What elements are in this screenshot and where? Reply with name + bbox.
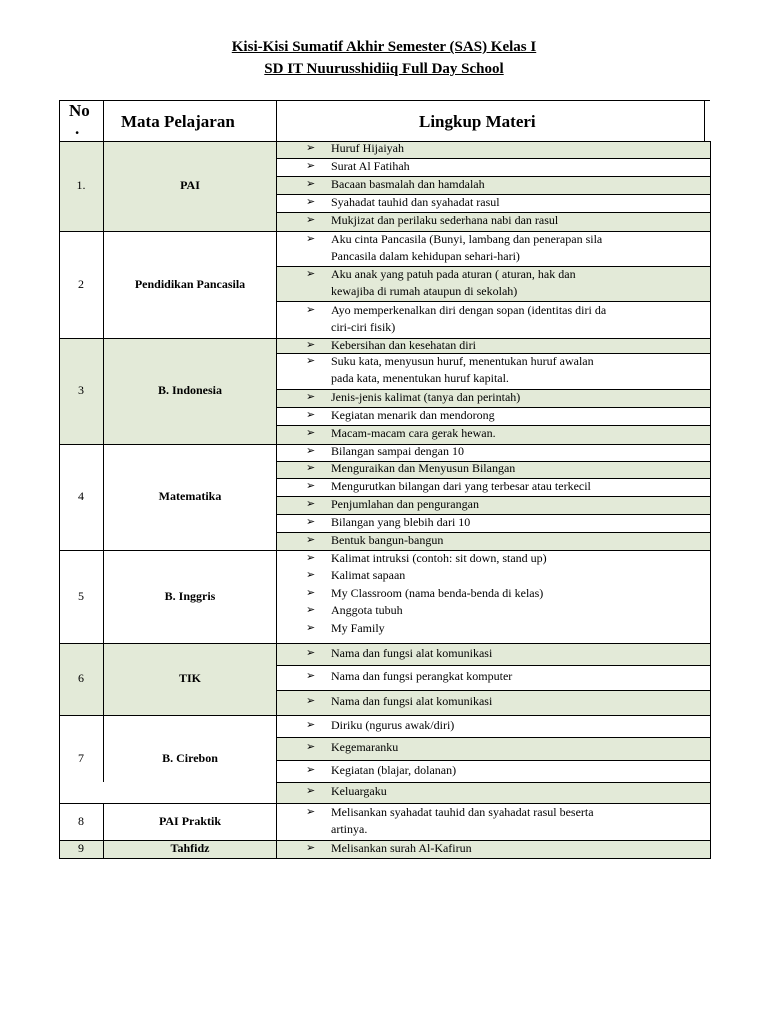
item-text: Menguraikan dan Menyusun Bilangan [331, 461, 516, 475]
scope-item [306, 717, 455, 734]
item-text: Jenis-jenis kalimat (tanya dan perintah) [331, 389, 521, 404]
materials-table [59, 100, 710, 858]
arrow-bullet-icon: ➢ [306, 303, 316, 316]
row-number: 5 [78, 588, 84, 603]
arrow-bullet-icon: ➢ [306, 408, 316, 421]
scope-item [306, 353, 594, 387]
item-text: Kebersihan dan kesehatan diri [331, 338, 476, 352]
row-separator [59, 858, 710, 859]
item-text: Diriku (ngurus awak/diri) [331, 717, 455, 732]
arrow-bullet-icon: ➢ [306, 805, 316, 818]
header-divider [276, 100, 277, 141]
arrow-bullet-icon: ➢ [306, 670, 316, 682]
scope-item [306, 620, 385, 637]
item-text: Penjumlahan dan pengurangan [331, 496, 479, 511]
subject-name: PAI Praktik [158, 813, 222, 828]
scope-item [306, 460, 516, 477]
item-text-continued: kewajiba di rumah ataupun di sekolah) [331, 283, 518, 298]
scope-item [306, 266, 576, 300]
item-separator [276, 690, 710, 691]
scope-item [306, 693, 493, 710]
arrow-bullet-icon: ➢ [306, 177, 316, 190]
arrow-bullet-icon: ➢ [306, 841, 316, 854]
header-no-line2: . [75, 119, 80, 138]
item-text: Mengurutkan bilangan dari yang terbesar atau terkecil [331, 478, 591, 493]
scope-item [306, 550, 547, 567]
scope-item [306, 585, 544, 602]
scope-item [306, 425, 496, 442]
item-text: Melisankan syahadat tauhid dan syahadat rasul beserta [331, 804, 594, 819]
arrow-bullet-icon: ➢ [306, 695, 316, 707]
scope-item [306, 840, 472, 857]
item-text: My Family [331, 620, 385, 635]
scope-item [306, 783, 387, 800]
item-text: Macam-macam cara gerak hewan. [331, 426, 496, 440]
item-separator [276, 737, 710, 738]
table-border-right [710, 141, 711, 859]
item-text: Huruf Hijaiyah [331, 141, 404, 155]
arrow-bullet-icon: ➢ [306, 646, 316, 659]
subject-name: TIK [178, 671, 201, 685]
item-text: My Classroom (nama benda-benda di kelas) [331, 585, 544, 600]
scope-item [306, 645, 493, 662]
item-text: Nama dan fungsi alat komunikasi [331, 694, 493, 708]
arrow-bullet-icon: ➢ [306, 718, 316, 731]
arrow-bullet-icon: ➢ [306, 159, 316, 172]
table-border-left [59, 100, 60, 858]
arrow-bullet-icon: ➢ [306, 479, 316, 492]
scope-item [306, 443, 464, 460]
item-text: Surat Al Fatihah [331, 158, 410, 173]
header-scope: Lingkup Materi [419, 112, 536, 131]
row-number: 8 [78, 813, 84, 828]
arrow-bullet-icon: ➢ [306, 533, 316, 546]
header-divider [103, 100, 104, 141]
item-text: Kegemaranku [331, 740, 399, 754]
item-text: Kalimat sapaan [331, 568, 406, 582]
no-column-divider [103, 715, 104, 782]
item-text: Kegiatan (blajar, dolanan) [331, 762, 457, 777]
subject-name: B. Cirebon [162, 751, 218, 765]
scope-item [306, 567, 406, 584]
arrow-bullet-icon: ➢ [306, 551, 316, 564]
arrow-bullet-icon: ➢ [306, 586, 316, 599]
row-number: 9 [78, 841, 84, 855]
scope-item [306, 176, 485, 193]
scope-item [306, 140, 404, 157]
arrow-bullet-icon: ➢ [306, 741, 316, 753]
arrow-bullet-icon: ➢ [306, 763, 316, 776]
item-text: Anggota tubuh [331, 603, 403, 617]
header-no [69, 102, 90, 138]
school-name: SD IT Nuurusshidiiq Full Day School [264, 61, 504, 77]
scope-item [306, 212, 559, 229]
item-text: Bilangan sampai dengan 10 [331, 444, 464, 458]
header-subject: Mata Pelajaran [121, 112, 235, 131]
subject-name: B. Indonesia [157, 383, 223, 397]
subject-name: Tahfidz [170, 841, 210, 855]
scope-item [306, 158, 410, 175]
arrow-bullet-icon: ➢ [306, 390, 316, 403]
header-right-edge [704, 100, 705, 141]
arrow-bullet-icon: ➢ [306, 214, 316, 226]
arrow-bullet-icon: ➢ [306, 515, 316, 528]
item-separator [276, 665, 710, 666]
arrow-bullet-icon: ➢ [306, 621, 316, 634]
scope-item [306, 389, 521, 406]
header-no-line1: No [69, 101, 90, 120]
item-text: Kalimat intruksi (contoh: sit down, stand up) [331, 550, 547, 565]
table-border-top [59, 100, 710, 101]
item-text: Aku cinta Pancasila (Bunyi, lambang dan penerapan sila [331, 231, 603, 246]
scope-item [306, 231, 603, 265]
arrow-bullet-icon: ➢ [306, 569, 316, 581]
arrow-bullet-icon: ➢ [306, 339, 316, 351]
scope-item [306, 668, 513, 685]
row-number: 2 [78, 276, 84, 291]
scope-item [306, 194, 500, 211]
row-number: 1. [76, 178, 86, 192]
subject-name: PAI [180, 178, 200, 192]
item-text: Melisankan surah Al-Kafirun [331, 840, 472, 855]
item-text: Ayo memperkenalkan diri dengan sopan (identitas diri da [331, 302, 607, 317]
arrow-bullet-icon: ➢ [306, 445, 316, 457]
arrow-bullet-icon: ➢ [306, 355, 316, 367]
row-number: 3 [78, 383, 84, 397]
arrow-bullet-icon: ➢ [306, 462, 316, 474]
arrow-bullet-icon: ➢ [306, 785, 316, 797]
item-text-continued: Pancasila dalam kehidupan sehari-hari) [331, 248, 520, 263]
arrow-bullet-icon: ➢ [306, 232, 316, 245]
item-text: Keluargaku [331, 784, 387, 798]
item-text: Suku kata, menyusun huruf, menentukan huruf awalan [331, 354, 594, 368]
scope-item [306, 302, 607, 336]
row-number: 7 [78, 751, 84, 765]
subject-name: B. Inggris [164, 588, 216, 603]
scope-item [306, 407, 495, 424]
scope-item [306, 514, 471, 531]
scope-item [306, 478, 591, 495]
arrow-bullet-icon: ➢ [306, 195, 316, 208]
row-number: 6 [78, 671, 84, 685]
item-text: Kegiatan menarik dan mendorong [331, 407, 495, 422]
item-text: Bacaan basmalah dan hamdalah [331, 176, 485, 191]
row-number: 4 [78, 489, 84, 503]
item-text: Nama dan fungsi perangkat komputer [331, 669, 513, 683]
document-title: Kisi-Kisi Sumatif Akhir Semester (SAS) Kelas I [231, 39, 537, 55]
arrow-bullet-icon: ➢ [306, 267, 316, 280]
item-text: Bilangan yang blebih dari 10 [331, 514, 471, 529]
scope-item [306, 496, 479, 513]
scope-item [306, 739, 399, 756]
item-text: Syahadat tauhid dan syahadat rasul [331, 194, 500, 209]
scope-item [306, 602, 403, 619]
item-text-continued: ciri-ciri fisik) [331, 319, 396, 334]
item-text-continued: artinya. [331, 821, 368, 836]
item-text: Bentuk bangun-bangun [331, 532, 444, 547]
scope-item [306, 337, 476, 354]
arrow-bullet-icon: ➢ [306, 497, 316, 510]
item-text: Aku anak yang patuh pada aturan ( aturan, hak dan [331, 266, 576, 281]
scope-item [306, 804, 594, 838]
arrow-bullet-icon: ➢ [306, 604, 316, 616]
arrow-bullet-icon: ➢ [306, 427, 316, 439]
scope-item [306, 532, 444, 549]
arrow-bullet-icon: ➢ [306, 142, 316, 154]
subject-name: Matematika [158, 489, 222, 503]
subject-name: Pendidikan Pancasila [134, 276, 246, 291]
item-text: Nama dan fungsi alat komunikasi [331, 645, 493, 660]
item-text: Mukjizat dan perilaku sederhana nabi dan rasul [331, 213, 559, 227]
scope-item [306, 762, 457, 779]
item-text-continued: pada kata, menentukan huruf kapital. [331, 371, 509, 385]
